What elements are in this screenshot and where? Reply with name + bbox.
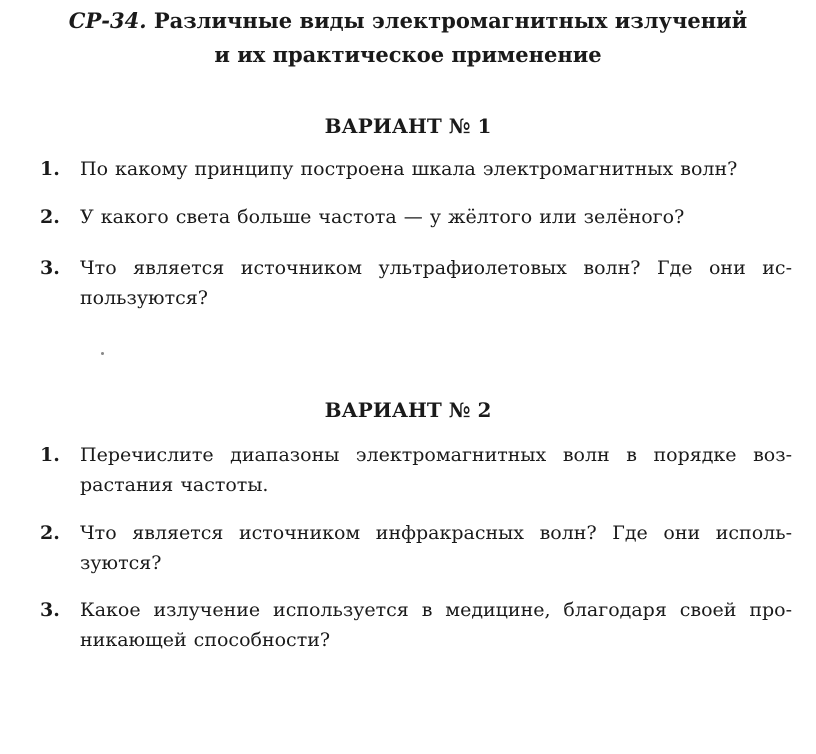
variant-2-question-1 xyxy=(40,440,792,500)
variant-1-question-1 xyxy=(40,154,792,184)
question-line: По какому принципу построена шкала электромагнитных волн? xyxy=(80,158,738,180)
question-text xyxy=(80,440,792,500)
variant-1-question-3 xyxy=(40,253,792,313)
question-text xyxy=(80,202,792,232)
question-line: Какое излучение используется в медицине, благодаря своей про- xyxy=(80,599,792,621)
work-code: СР-34. xyxy=(68,8,147,33)
variant-2-question-2 xyxy=(40,518,792,578)
question-line: Что является источником ультрафиолетовых волн? Где они ис- xyxy=(80,257,792,279)
question-number: 3. xyxy=(40,599,60,621)
question-line: растания частоты. xyxy=(80,474,269,496)
title-text-1: Различные виды электромагнитных излучений xyxy=(153,8,748,33)
question-number: 2. xyxy=(40,206,60,228)
variant-1-heading: ВАРИАНТ № 1 xyxy=(324,114,492,138)
question-number: 3. xyxy=(40,257,60,279)
variant-1-question-2 xyxy=(40,202,792,232)
question-line: У какого света больше частота — у жёлтого или зелёного? xyxy=(80,206,685,228)
variant-2-question-3 xyxy=(40,595,792,655)
title-line-2: и их практическое применение xyxy=(214,42,602,67)
question-text xyxy=(80,154,792,184)
scan-speck xyxy=(101,352,104,355)
document-title xyxy=(0,4,816,72)
question-number: 1. xyxy=(40,158,60,180)
question-number: 2. xyxy=(40,522,60,544)
question-line: пользуются? xyxy=(80,287,208,309)
question-text xyxy=(80,518,792,578)
question-line: никающей способности? xyxy=(80,629,331,651)
variant-2-heading: ВАРИАНТ № 2 xyxy=(324,398,492,422)
question-line: Перечислите диапазоны электромагнитных волн в порядке воз- xyxy=(80,444,792,466)
question-line: зуются? xyxy=(80,552,162,574)
question-text xyxy=(80,595,792,655)
question-line: Что является источником инфракрасных волн? Где они исполь- xyxy=(80,522,792,544)
title-line-1 xyxy=(0,4,816,38)
question-number: 1. xyxy=(40,444,60,466)
question-text xyxy=(80,253,792,313)
